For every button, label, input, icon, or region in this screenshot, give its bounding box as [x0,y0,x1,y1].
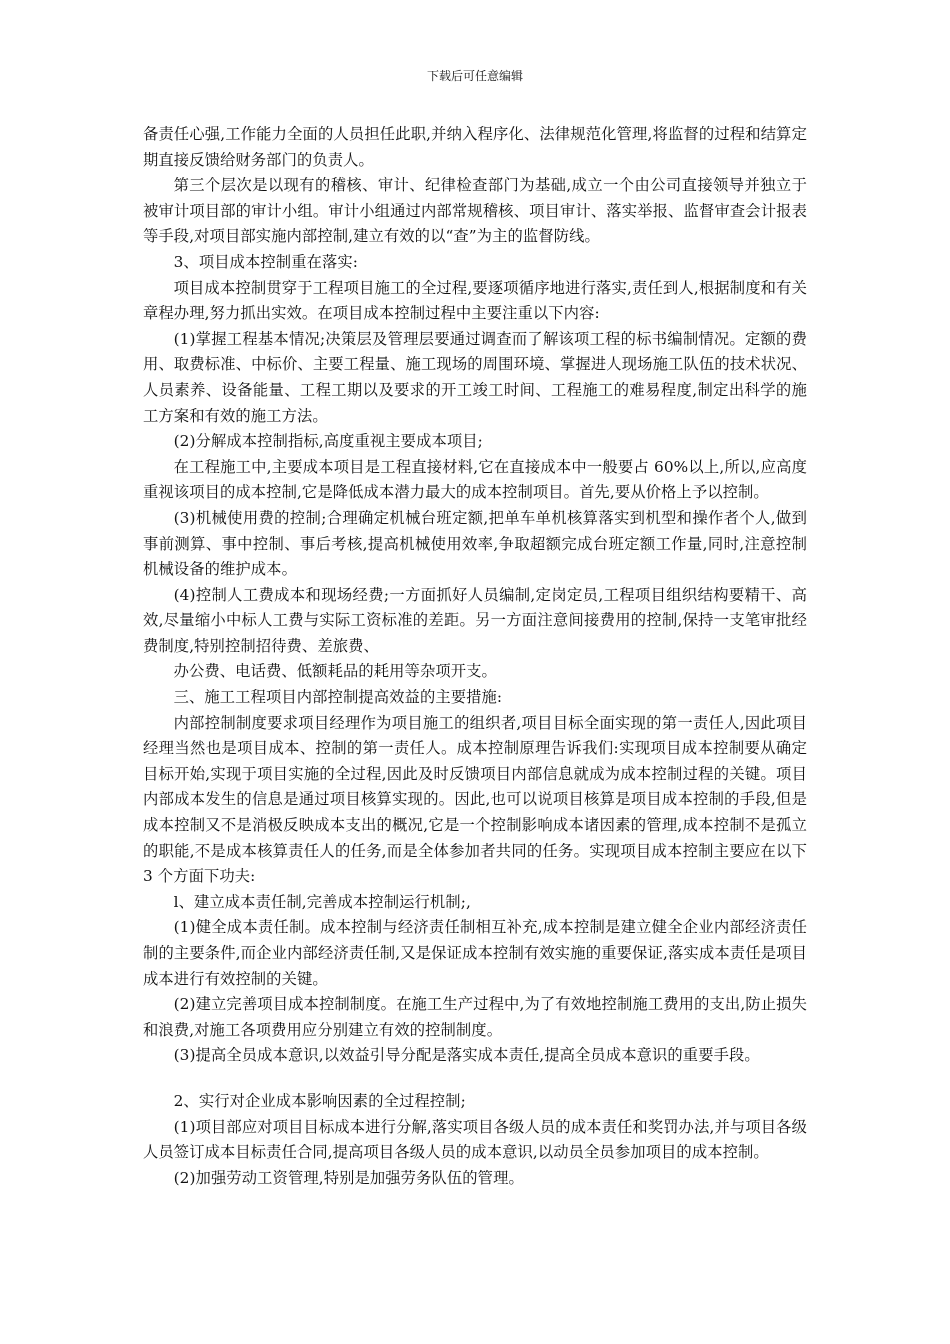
paragraph-10: 办公费、电话费、低额耗品的耗用等杂项开支。 [173,662,497,681]
list-item-1: (1)掌握工程基本情况;决策层及管理层要通过调查而了解该项工程的标书编制情况。定额的费用、取费标准、中标价、主要工程量、施工现场的周围环境、掌握进人现场施工队伍的技术状况、人员素养、设备能量、工程工期以及要求的开工竣工时间、工程施工的难易程度,制定出科学的施工方案和有效的施工方法。 [143,329,807,425]
list-item-5: (1)健全成本责任制。成本控制与经济责任制相互补充,成本控制是建立健全企业内部经济责任制的主要条件,而企业内部经济责任制,又是保证成本控制有效实施的重要保证,落实成本责任是项目成本进行有效控制的关键。 [143,918,807,988]
section-heading-three: 三、施工工程项目内部控制提高效益的主要措施: [173,688,503,707]
list-item-2: (2)分解成本控制指标,高度重视主要成本项目; [173,432,483,451]
paragraph-2: 第三个层次是以现有的稽核、审计、纪律检查部门为基础,成立一个由公司直接领导并独立于被审计项目部的审计小组。审计小组通过内部常规稽核、项目审计、落实举报、监督审查会计报表等手段,对项目部实施内部控制,建立有效的以“查”为主的监督防线。 [143,176,807,246]
document-body [143,122,807,1191]
page-header: 下载后可任意编辑 [426,69,523,83]
list-item-4: (4)控制人工费成本和现场经费;一方面抓好人员编制,定岗定员,工程项目组织结构要精干、高效,尽量缩小中标人工费与实际工资标准的差距。另一方面注意间接费用的控制,保持一支笔审批经费制度,特别控制招待费、差旅费、 [143,585,807,655]
paragraph-1: 备责任心强,工作能力全面的人员担任此职,并纳入程序化、法律规范化管理,将监督的过程和结算定期直接反馈给财务部门的负责人。 [143,125,807,169]
list-item-8: (1)项目部应对项目目标成本进行分解,落实项目各级人员的成本责任和奖罚办法,并与项目各级人员签订成本目标责任合同,提高项目各级人员的成本意识,以动员全员参加项目的成本控制。 [143,1117,807,1162]
section-heading-3: 3、项目成本控制重在落实: [173,252,359,271]
list-item-9: (2)加强劳动工资管理,特别是加强劳务队伍的管理。 [173,1168,524,1187]
list-item-3: (3)机械使用费的控制;合理确定机械台班定额,把单车单机核算落实到机型和操作者个人,做到事前测算、事中控制、事后考核,提高机械使用效率,争取超额完成台班定额工作量,同时,注意控制机械设备的维护成本。 [143,508,807,579]
paragraph-12: 内部控制制度要求项目经理作为项目施工的组织者,项目目标全面实现的第一责任人,因此项目经理当然也是项目成本、控制的第一责任人。成本控制原理告诉我们:实现项目成本控制要从确定目标开始,实现于项目实施的全过程,因此及时反馈项目内部信息就成为成本控制过程的关键。项目内部成本发生的信息是通过项目核算实现的。因此,也可以说项目核算是项目成本控制的手段,但是成本控制又不是消极反映成本支出的概况,它是一个控制影响成本诸因素的管理,成本控制不是孤立的职能,不是成本核算责任人的任务,而是全体参加者共同的任务。实现项目成本控制主要应在以下 3 个方面下功夫: [143,713,807,886]
paragraph-4: 项目成本控制贯穿于工程项目施工的全过程,要逐项循序地进行落实,责任到人,根据制度和有关章程办理,努力抓出实效。在项目成本控制过程中主要注重以下内容: [143,278,807,323]
subsection-heading-1: l、建立成本责任制,完善成本控制运行机制;, [173,892,471,911]
list-item-7: (3)提高全员成本意识,以效益引导分配是落实成本责任,提高全员成本意识的重要手段。 [173,1046,760,1065]
subsection-heading-2: 2、实行对企业成本影响因素的全过程控制; [173,1091,466,1110]
paragraph-7: 在工程施工中,主要成本项目是工程直接材料,它在直接成本中一般要占 60%以上,所以,应高度重视该项目的成本控制,它是降低成本潜力最大的成本控制项目。首先,要从价格上予以控制。 [143,457,807,502]
list-item-6: (2)建立完善项目成本控制制度。在施工生产过程中,为了有效地控制施工费用的支出,防止损失和浪费,对施工各项费用应分别建立有效的控制制度。 [143,995,807,1039]
